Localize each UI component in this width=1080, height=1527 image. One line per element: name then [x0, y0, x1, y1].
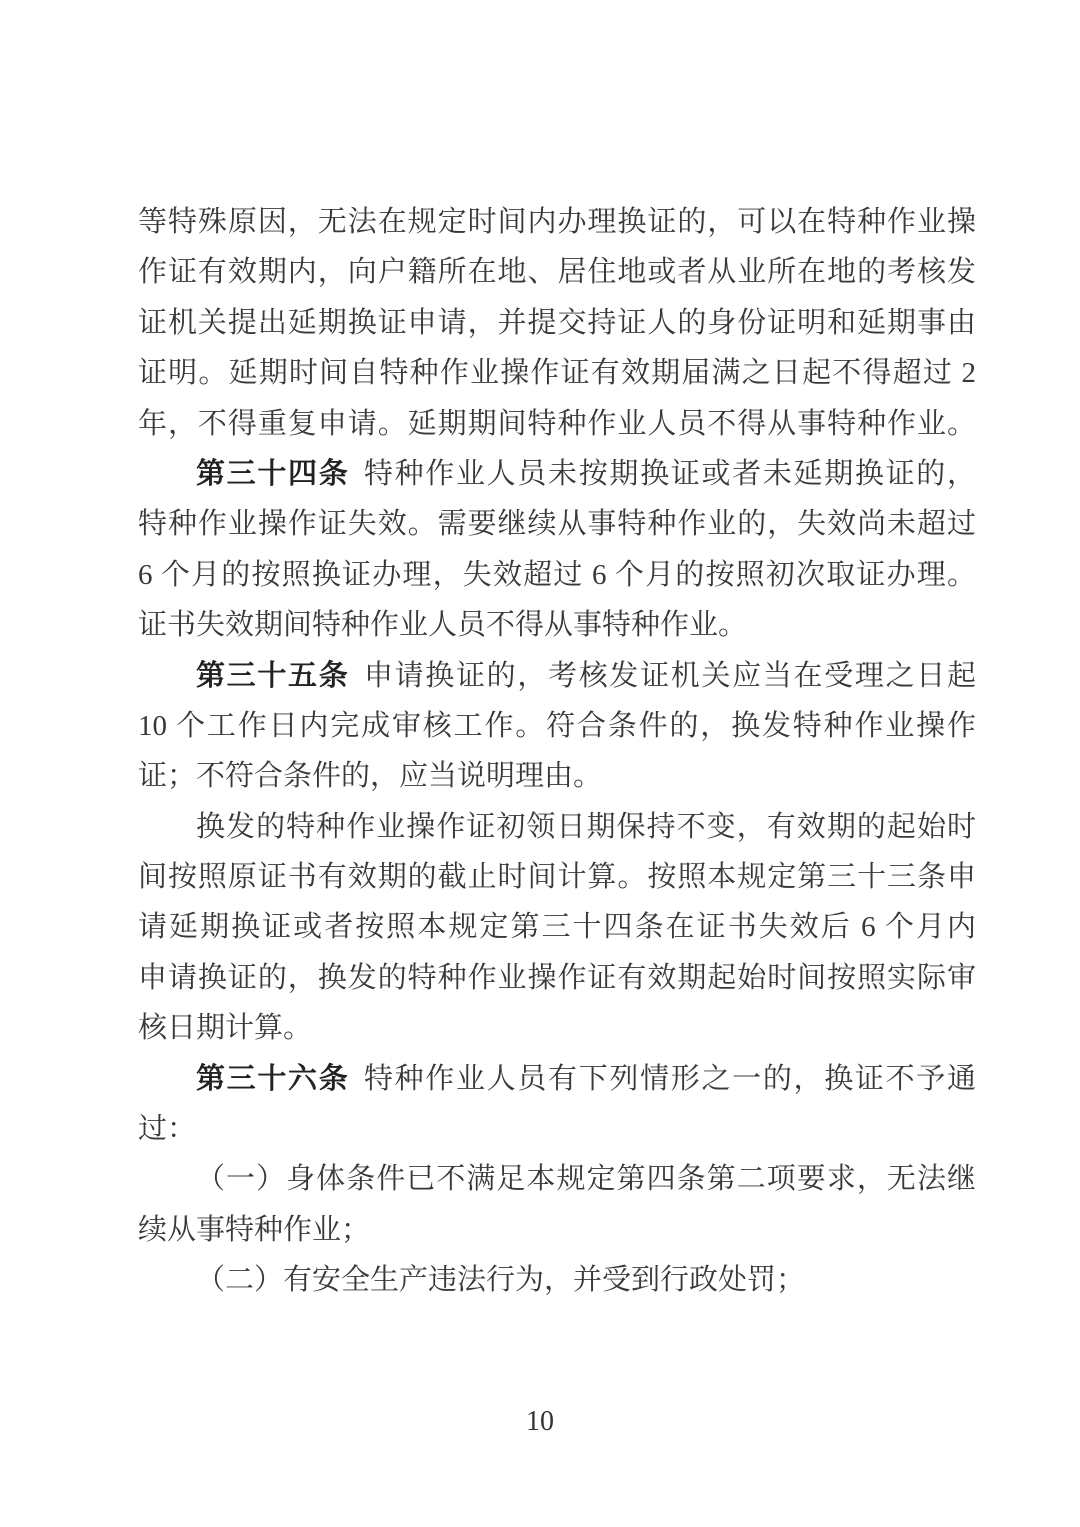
text-line — [138, 701, 976, 751]
text-line — [138, 399, 976, 449]
text-line — [138, 449, 976, 499]
line-text: 续从事特种作业； — [138, 1213, 371, 1246]
article-number-36: 第三十六条 — [196, 1062, 350, 1095]
text-line — [138, 348, 976, 398]
line-text: 作证有效期内，向户籍所在地、居住地或者从业所在地的考核发 — [138, 256, 976, 289]
line-text: 特种作业人员有下列情形之一的，换证不予通 — [363, 1062, 976, 1095]
line-text: 申请换证的，考核发证机关应当在受理之日起 — [363, 659, 976, 692]
text-line — [138, 852, 976, 902]
text-line — [138, 1054, 976, 1104]
list-item-line — [138, 1205, 976, 1255]
line-text: （一）身体条件已不满足本规定第四条第二项要求，无法继 — [196, 1163, 976, 1196]
line-text: 证机关提出延期换证申请，并提交持证人的身份证明和延期事由 — [138, 306, 976, 339]
line-text: 申请换证的，换发的特种作业操作证有效期起始时间按照实际审 — [138, 961, 976, 994]
line-text: 10 个工作日内完成审核工作。符合条件的，换发特种作业操作 — [138, 709, 976, 742]
line-text: 证；不符合条件的，应当说明理由。 — [138, 760, 603, 793]
line-text: 年，不得重复申请。延期期间特种作业人员不得从事特种作业。 — [138, 407, 976, 440]
text-line — [138, 600, 976, 650]
document-body — [138, 197, 976, 1306]
article-number-34: 第三十四条 — [196, 457, 350, 490]
line-text: 间按照原证书有效期的截止时间计算。按照本规定第三十三条申 — [138, 861, 976, 894]
line-text: 等特殊原因，无法在规定时间内办理换证的，可以在特种作业操 — [138, 206, 976, 238]
text-line — [138, 953, 976, 1003]
article-number-35: 第三十五条 — [196, 659, 350, 692]
text-line — [138, 1104, 976, 1154]
text-line — [138, 802, 976, 852]
text-line — [138, 499, 976, 549]
list-item-line — [138, 1255, 976, 1305]
text-line — [138, 550, 976, 600]
line-text: 换发的特种作业操作证初领日期保持不变，有效期的起始时 — [196, 810, 976, 843]
line-text: 核日期计算。 — [138, 1012, 313, 1045]
line-text: 过： — [138, 1113, 197, 1146]
line-text: （二）有安全生产违法行为，并受到行政处罚； — [196, 1264, 806, 1297]
text-line — [138, 298, 976, 348]
text-line — [138, 247, 976, 297]
text-line — [138, 197, 976, 247]
line-text: 特种作业操作证失效。需要继续从事特种作业的，失效尚未超过 — [138, 508, 976, 541]
line-text: 6 个月的按照换证办理，失效超过 6 个月的按照初次取证办理。 — [138, 558, 976, 591]
line-text: 证书失效期间特种作业人员不得从事特种作业。 — [138, 609, 748, 642]
text-line — [138, 751, 976, 801]
text-line — [138, 902, 976, 952]
line-text: 请延期换证或者按照本规定第三十四条在证书失效后 6 个月内 — [138, 911, 976, 944]
page-number: 10 — [526, 1406, 554, 1437]
list-item-line — [138, 1154, 976, 1204]
line-text: 特种作业人员未按期换证或者未延期换证的， — [363, 457, 976, 490]
line-text: 证明。延期时间自特种作业操作证有效期届满之日起不得超过 2 — [138, 357, 976, 390]
text-line — [138, 651, 976, 701]
text-line — [138, 1003, 976, 1053]
